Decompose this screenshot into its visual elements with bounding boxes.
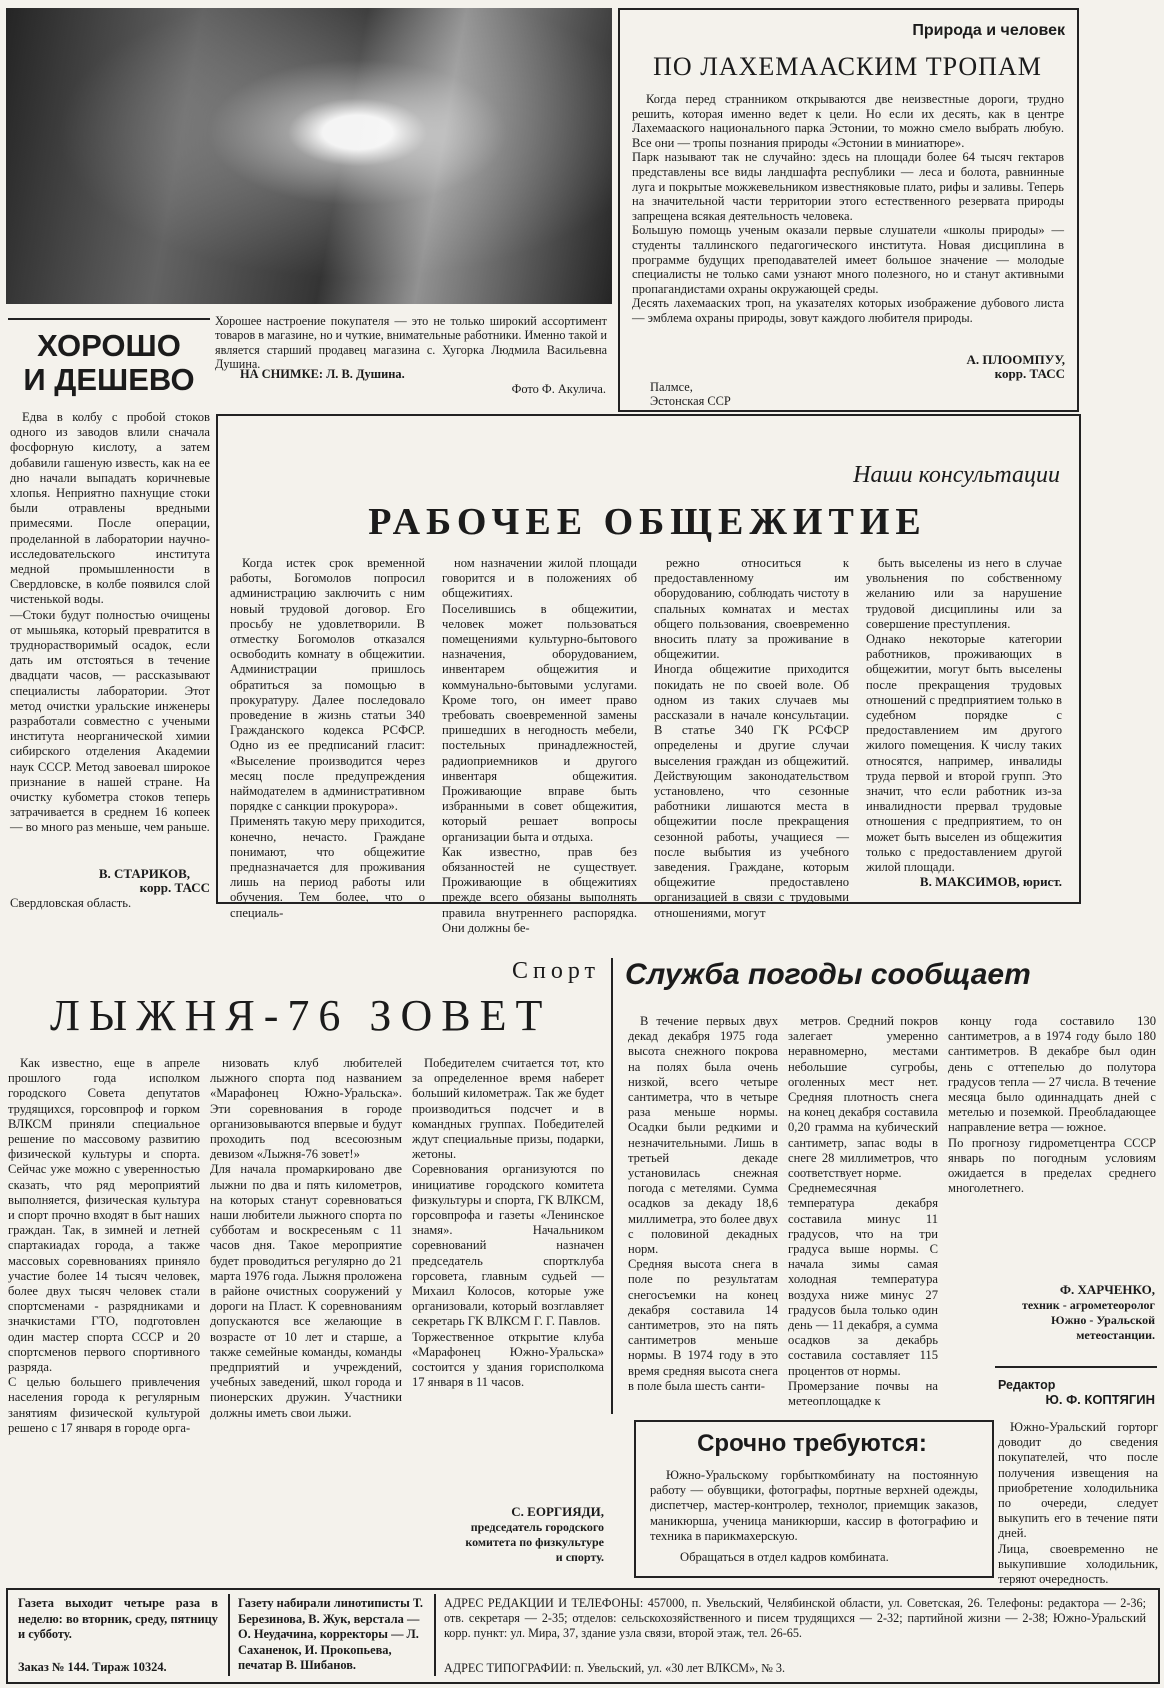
wanted-title: Срочно требуются:: [697, 1430, 927, 1457]
hostel-rubric: Наши консультации: [853, 462, 1060, 488]
hostel-title: РАБОЧЕЕ ОБЩЕЖИТИЕ: [368, 501, 927, 543]
photo-caption: Хорошее настроение покупателя — это не только широкий ассортимент товаров в магазине, но и чуткие, внимательные работники. Именно такой и является старший продавец магазина с. Хугорка Людмила Васильевна Душина.: [215, 314, 607, 372]
cheap-text: Едва в колбу с пробой стоков одного из заводов влили сначала фосфорную кислоту, а затем добавили гашеную известь, как на ее дно начали выпадать коричневые хлопья. Неприятно пахнущие стоки были отравлены вредными примесями. После операции, проделанной в лаборатории научно-исследовательского института медной промышленности в Свердловске, в колбе появился слой чистенькой воды. —Стоки будут полностью очищены от мышьяка, который превратится в труднорастворимый осадок, если дать им отстояться в течение двадцати часов, — рассказывают специалисты лаборатории. Этот метод очистки уральские инженеры разработали совместно с учеными института неорганической химии сибирского отделения Академии наук СССР. Метод завоевал широкое признание в нашей стране. На очистку кубометра стоков теперь затрачивается в среднем 16 копеек — во много раз меньше, чем раньше.: [10, 410, 210, 835]
cheap-author-role: корр. ТАСС: [139, 880, 210, 895]
editor-top-rule: [995, 1366, 1157, 1368]
hostel-author: В. МАКСИМОВ, юрист.: [919, 874, 1062, 889]
photo-credit-line: НА СНИМКЕ: Л. В. Душина.: [240, 367, 405, 381]
gortorg-text: Южно-Уральский горторг доводит до сведения покупателей, что после получения извещения на приобретение холодильника по очереди, следует выкупить его в течение пяти дней. Лица, своевременно не выкупившие холодильник, теряют очередность.: [998, 1420, 1158, 1587]
sport-author-role-2: комитета по физкультуре: [465, 1535, 604, 1549]
editor-label: Редактор: [998, 1378, 1056, 1392]
hostel-col-3: режно относиться к предоставленному им оборудованию, соблюдать чистоту в спальных комнатах и местах общего пользования, своевременно вносить плату за проживание в общежитии. Иногда общежитие приходится покидать не по своей воле. Об одном из таких случаев мы рассказали в начале консультации. В статье 340 ГК РСФСР определены и другие случаи выселения граждан из общежитий. Действующим законодательством установлено, что сезонные работники лишаются места в общежитии после прекращения сезонной работы, учащиеся — после выбытия из учебного заведения. Граждане, которым общежитие предоставлено организацией в связи с трудовыми отношениями, могут: [654, 556, 849, 920]
nature-author: А. ПЛООМПУУ,: [966, 352, 1065, 367]
sport-author-role-1: председатель городского: [470, 1520, 604, 1534]
nature-author-role: корр. ТАСС: [994, 366, 1065, 381]
weather-title: Служба погоды сообщает: [625, 958, 1031, 991]
photographer: Фото Ф. Акулича.: [511, 382, 606, 396]
cheap-top-rule: [8, 318, 210, 320]
editor-name: Ю. Ф. КОПТЯГИН: [1045, 1392, 1155, 1407]
cheap-place: Свердловская область.: [10, 896, 132, 910]
hostel-col-2: ном назначении жилой площади говорится и в положениях об общежитиях. Поселившись в общежитии, человек может пользоваться помещениями культурно-бытового назначения, оборудованием, инвентарем общежития и коммунально-бытовыми услугами. Кроме того, он имеет право требовать своевременной замены пришедших в негодность мебели, постельных принадлежностей, радиоприемников и другого инвентаря общежития. Проживающие вправе быть избранными в совет общежития, который решает вопросы организации быта и отдыха. Как известно, прав без обязанностей не существует. Проживающие в общежитиях прежде всего обязаны выполнять правила внутреннего распорядка. Они должны бе-: [442, 556, 637, 935]
footer-address: АДРЕС РЕДАКЦИИ И ТЕЛЕФОНЫ: 457000, п. Увельский, Челябинской области, ул. Советская, 26. Телефоны: редактора — 2-36; отв. секретаря — 2-35; отделов: сельскохозяйственного и писем трудящихся — 2-32; партийной жизни — 2-38; Южно-Уральский корр. пункт: ул. Мира, 37, здание узла связи, второй этаж, тел. 26-65.: [444, 1596, 1146, 1640]
sport-col-2: низовать клуб любителей лыжного спорта под названием «Марафонец Южно-Уральска». Эти соревнования в городе организовываются впервые и будут проходить под всесоюзным девизом «Лыжня-76 зовет!» Для начала промаркировано две лыжни по два и пять километров, на которых станут соревноваться наши любители лыжного спорта по субботам и воскресеньям с 11 часов дня. Такое мероприятие будет проводиться регулярно до 21 марта 1976 года. Лыжня проложена в районе очистных сооружений у дороги на Пласт. К соревнованиям допускаются все желающие в возрасте от 10 лет и старше, а также семейные команды, команды предприятий и учреждений, учебных заведений, школ города и пионерских дружин. Участники должны иметь свои лыжи.: [210, 1056, 402, 1420]
wanted-contact: Обращаться в отдел кадров комбината.: [680, 1550, 889, 1564]
footer-schedule: Газета выходит четыре раза в неделю: во вторник, среду, пятницу и субботу.: [18, 1596, 218, 1642]
sport-col-3: Победителем считается тот, кто за определенное время наберет больший километраж. Так же будет производиться подсчет и в командных группах. Победителей ждут специальные призы, подарки, жетоны. Соревнования организуются по инициативе городского комитета физкультуры и спорта, ГК ВЛКСМ, горсовпрофа и газеты «Ленинское знамя». Начальником соревнований назначен председатель спортклуба горсовета, главным судьей — Михаил Колосов, которые уже организовали, который возглавляет секретарь ГК ВЛКСМ Г. Г. Павлов. Торжественное открытие клуба «Марафонец Южно-Уральска» состоится у здания горисполкома 17 января в 11 часов.: [412, 1056, 604, 1390]
cheap-title-2: И ДЕШЕВО: [23, 362, 195, 397]
sport-col-1: Как известно, еще в апреле прошлого года исполком городского Совета депутатов трудящихся, горсовпроф и горком ВЛКСМ приняли специальное решение по массовому развитию физической культуры и спорта. Сейчас уже можно с уверенностью сказать, что ряд мероприятий выполняется, физическая культура и спорт прочно входят в быт наших граждан. Так, в зимней и летней спартакиадах города, а также массовых соревнованиях приняло участие более 14 тысяч человек, более двух тысяч человек стали спортсменами - разрядниками и значкистами ГТО, подготовлен один мастер спорта СССР и 20 спортсменов первого спортивного разряда. С целью большего привлечения населения города к регулярным занятиям физической культурой решено с 17 января в городе орга-: [8, 1056, 200, 1435]
wanted-text: Южно-Уральскому горбыткомбинату на постоянную работу — обувщики, фотографы, портные верхней одежды, диспетчер, мастер-контролер, технолог, приемщик заказов, маникюрша, ученица маникюрши, кассир в фотографию и техника в парикмахерскую.: [650, 1468, 978, 1543]
hostel-col-4: быть выселены из него в случае увольнения по собственному желанию или за нарушение трудовой дисциплины или за совершение преступления. Однако некоторые категории работников, проживающих в общежитии, могут быть выселены после прекращения трудовых отношений с предприятием только в судебном порядке с предоставлением им другого жилого помещения. К числу таких относятся, например, инвалиды труда первой и второй групп. Это значит, что если работник из-за инвалидности прервал трудовые отношения с предприятием, то он может быть выселен из общежития только с предоставлением другой жилой площади.: [866, 556, 1062, 875]
footer-staff: Газету набирали линотиписты Т. Березинова, В. Жук, верстала — О. Неудачина, корректоры — Л. Саханенок, И. Прокопьева, печатар В. Шибанов.: [238, 1596, 423, 1673]
sport-author-role-3: и спорту.: [555, 1550, 604, 1564]
nature-rubric: Природа и человек: [912, 22, 1065, 39]
footer-divider-2: [434, 1594, 436, 1676]
shop-photo: [6, 8, 612, 304]
nature-place-2: Эстонская ССР: [650, 394, 731, 408]
weather-col-3: концу года составило 130 сантиметров, а в 1974 году было 180 сантиметров. В декабре был один день с оттепелью до полутора градусов тепла — 27 числа. В течение месяца было одиннадцать дней с метелью и поземкой. Преобладающее направление ветра — южное. По прогнозу гидрометцентра СССР январь по погодным условиям ожидается в пределах среднего многолетнего.: [948, 1014, 1156, 1196]
nature-text: Когда перед странником открываются две неизвестные дороги, трудно решить, которая именно ведет к цели. Но если их десять, как в центре Лахемааского национального парка Эстонии, то можно смело выбрать любую. Все они — тропы познания природы «Эстонии в миниатюре». Парк называют так не случайно: здесь на площади более 64 тысяч гектаров представлены все виды ландшафта республики — леса и болота, равнинные луга и покрытые можжевельником известняковые плато, рифы и заливы. Теперь на значительной части территории этого естественного резервата природы запрещена всякая деятельность человека. Большую помощь ученым оказали первые слушатели «школы природы» — студенты таллинского педагогического института. Новая дисциплина в программе будущих преподавателей имеет большое значение — молодые специалисты не только сами узнают много полезного, но и станут активными пропагандистами охраны окружающей среды. Десять лахемааских троп, на указателях которых изображение дубового листа — эмблема охраны природы, зовут каждого любителя природы.: [632, 92, 1064, 325]
cheap-title-1: ХОРОШО: [37, 328, 181, 363]
footer-print-address: АДРЕС ТИПОГРАФИИ: п. Увельский, ул. «30 лет ВЛКСМ», № 3.: [444, 1661, 786, 1675]
weather-col-2: метров. Средний покров залегает умеренно неравномерно, местами небольшие сугробы, оголенных мест нет. Средняя плотность снега на конец декабря составила 0,20 грамма на кубический сантиметр, запас воды в снеге 28 миллиметров, что соответствует норме. Среднемесячная температура декабря составила минус 11 градусов, что на три градуса выше нормы. С начала зимы самая холодная температура воздуха ниже минус 27 градусов была только один день — 11 декабря, а сумма осадков за декабрь составила составляет 115 процентов от нормы. Промерзание почвы на метеоплощадке к: [788, 1014, 938, 1409]
sport-weather-divider: [611, 958, 613, 1414]
footer-divider-1: [228, 1594, 230, 1676]
sport-rubric: Спорт: [511, 958, 600, 984]
nature-place-1: Палмсе,: [650, 380, 693, 394]
hostel-col-1: Когда истек срок временной работы, Богомолов попросил администрацию заключить с ним новый трудовой договор. Его просьбу не удовлетворили. В отместку Богомолов отказался освободить комнату в общежитии. Администрации пришлось обратиться за помощью в прокуратуру. Далее последовало проведение в жизнь статьи 340 Гражданского кодекса РСФСР. Одно из ее предписаний гласит: «Выселение производится через месяц после предупреждения наймодателем в административном порядке с санкции прокурора». Применять такую меру приходится, конечно, нечасто. Граждане понимают, что общежитие предназначается для проживания лишь на период работы или обучения. Тем более, что о специаль-: [230, 556, 425, 920]
weather-col-1: В течение первых двух декад декабря 1975 года высота снежного покрова на полях была очень низкой, всего четыре сантиметра, что в четыре раза меньше нормы. Осадки были редкими и незначительными. Лишь в третьей декаде установилась снежная погода с метелями. Сумма осадков за декаду 18,6 миллиметра, это более двух с половиной декадных норм. Средняя высота снега в поле по результатам снегосъемки на конец декабря составила 14 сантиметров, это на пять сантиметров меньше нормы. В 1974 году в это время средняя высота снега в поле была шесть санти-: [628, 1014, 778, 1393]
sport-title: ЛЫЖНЯ-76 ЗОВЕТ: [50, 991, 552, 1040]
cheap-author: В. СТАРИКОВ,: [98, 866, 190, 881]
sport-author: С. ЕОРГИЯДИ,: [511, 1504, 604, 1519]
footer-order: Заказ № 144. Тираж 10324.: [18, 1660, 167, 1674]
nature-title: ПО ЛАХЕМААСКИМ ТРОПАМ: [653, 52, 1042, 81]
weather-author-role: техник - агрометеоролог Южно - Уральской метеостанции.: [1021, 1298, 1155, 1342]
weather-author: Ф. ХАРЧЕНКО,: [1059, 1282, 1155, 1297]
